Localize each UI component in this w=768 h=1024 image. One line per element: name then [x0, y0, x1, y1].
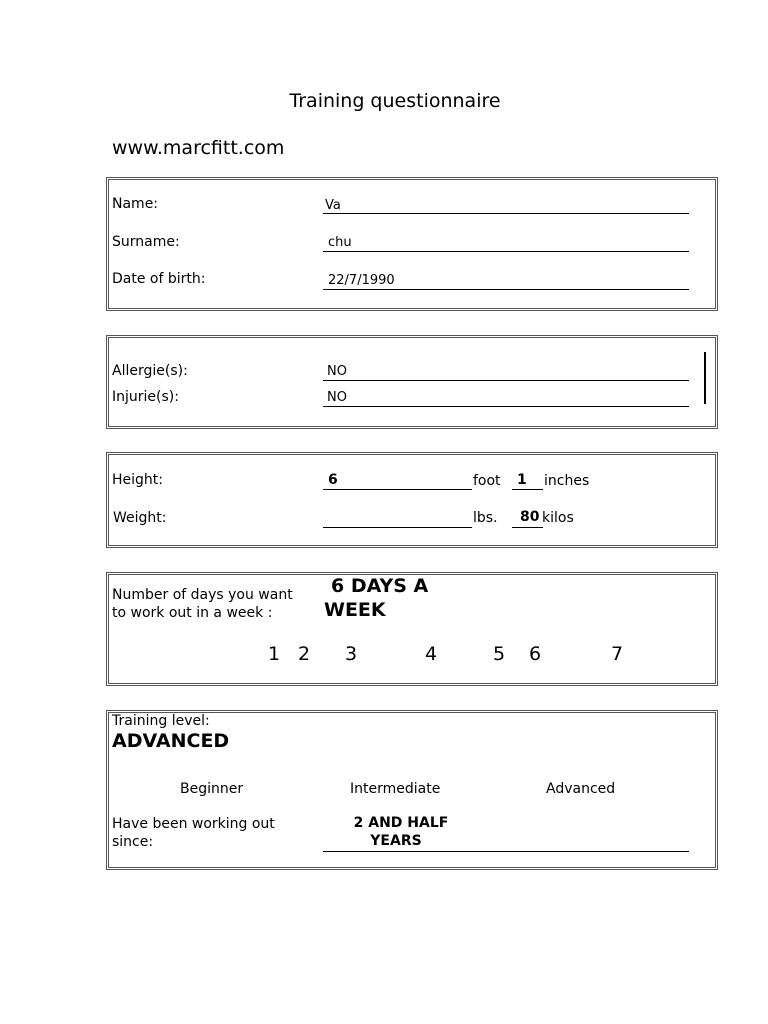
body-measurements-section [106, 452, 718, 548]
weight-kilos-field[interactable]: 80 [520, 509, 540, 525]
injuries-field-line [323, 406, 689, 407]
height-inches-field[interactable]: 1 [517, 472, 527, 488]
day-option-4[interactable]: 4 [425, 643, 438, 665]
training-level-answer[interactable]: ADVANCED [112, 730, 230, 752]
injuries-field[interactable]: NO [327, 390, 347, 405]
lbs-unit-label: lbs. [473, 510, 498, 526]
level-option-intermediate[interactable]: Intermediate [350, 781, 441, 797]
dob-field-line [323, 289, 689, 290]
foot-unit-label: foot [473, 473, 501, 489]
kilos-unit-label: kilos [542, 510, 574, 526]
workout-since-line [323, 851, 689, 852]
allergies-field-line [323, 380, 689, 381]
level-option-beginner[interactable]: Beginner [180, 781, 244, 797]
height-inches-line [512, 489, 543, 490]
workout-since-value-line1[interactable]: 2 AND HALF [353, 815, 449, 831]
weight-lbs-line [323, 527, 472, 528]
workout-since-label-line2: since: [112, 834, 154, 850]
workout-days-question-line1: Number of days you want [112, 587, 293, 603]
surname-field-line [323, 251, 689, 252]
surname-label: Surname: [112, 234, 180, 250]
day-option-3[interactable]: 3 [345, 643, 358, 665]
workout-days-question-line2: to work out in a week : [112, 605, 273, 621]
name-label: Name: [112, 196, 159, 212]
workout-since-value-line2[interactable]: YEARS [370, 833, 422, 849]
name-field-line [323, 213, 689, 214]
weight-label: Weight: [113, 510, 167, 526]
weight-kilos-line [512, 527, 543, 528]
inches-unit-label: inches [544, 473, 590, 489]
day-option-5[interactable]: 5 [493, 643, 506, 665]
allergies-label: Allergie(s): [112, 363, 188, 379]
day-option-7[interactable]: 7 [611, 643, 624, 665]
dob-label: Date of birth: [112, 271, 206, 287]
height-feet-line [323, 489, 472, 490]
health-section [106, 335, 718, 429]
height-feet-field[interactable]: 6 [328, 472, 338, 488]
dob-field[interactable]: 22/7/1990 [328, 273, 395, 288]
day-option-1[interactable]: 1 [268, 643, 281, 665]
day-option-2[interactable]: 2 [298, 643, 311, 665]
workout-days-answer-line1[interactable]: 6 DAYS A [331, 575, 429, 597]
website-url[interactable]: www.marcfitt.com [112, 137, 285, 159]
workout-since-label-line1: Have been working out [112, 816, 275, 832]
allergies-field[interactable]: NO [327, 364, 347, 379]
day-option-6[interactable]: 6 [529, 643, 542, 665]
page-title: Training questionnaire [289, 90, 501, 112]
name-field[interactable]: Va [325, 198, 341, 213]
injuries-label: Injurie(s): [112, 389, 179, 405]
workout-days-answer-line2[interactable]: WEEK [324, 599, 386, 621]
personal-info-section [106, 177, 718, 311]
level-option-advanced[interactable]: Advanced [546, 781, 616, 797]
surname-field[interactable]: chu [328, 235, 352, 250]
height-label: Height: [112, 472, 163, 488]
section-divider [704, 352, 706, 404]
training-level-label: Training level: [112, 713, 210, 729]
